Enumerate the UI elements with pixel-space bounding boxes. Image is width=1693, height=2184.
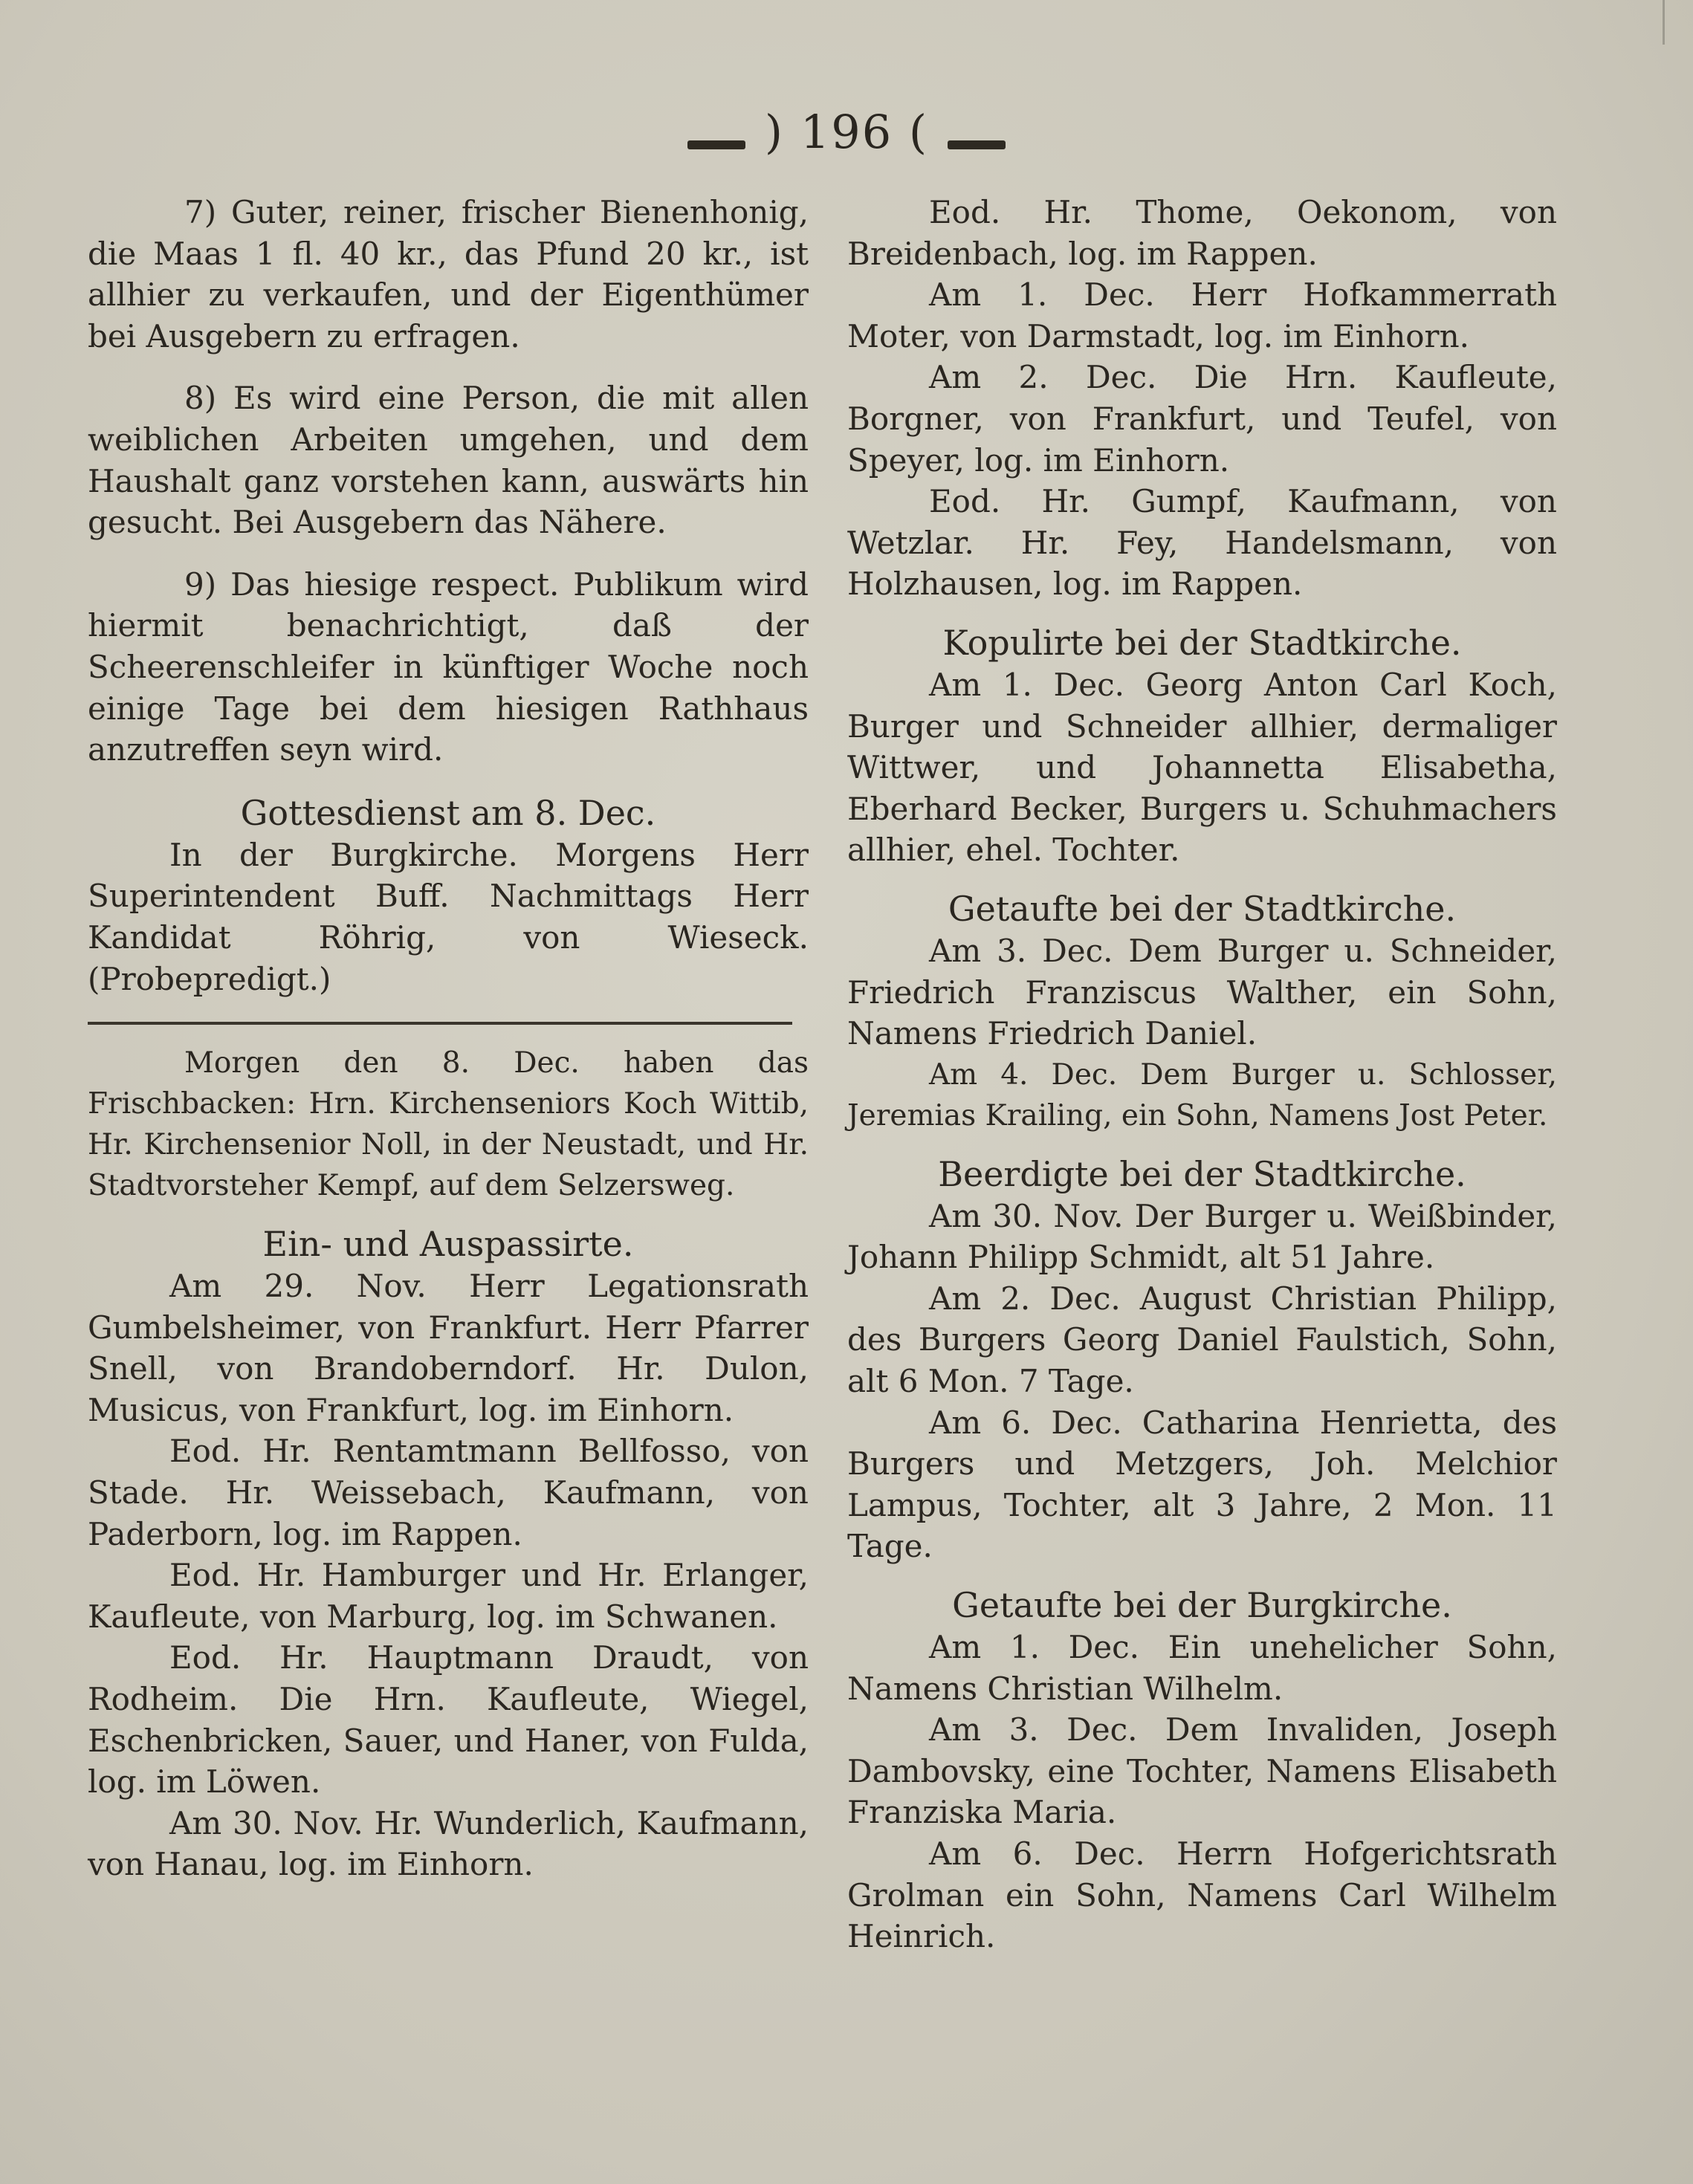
right-column — [847, 192, 1557, 1957]
left-column — [88, 192, 809, 1885]
gottesdienst-text: In der Burgkirche. Morgens Herr Superintendent Buff. Nachmittags Herr Kandidat Röhrig, von Wieseck. (Probepredigt.) — [88, 836, 809, 997]
passirte-entry: Eod. Hr. Hauptmann Draudt, von Rodheim. Die Hrn. Kaufleute, Wiegel, Eschenbricken, Sauer, und Haner, von Fulda, log. im Löwen. — [88, 1639, 809, 1801]
passirte-entry: Eod. Hr. Thome, Oekonom, von Breidenbach, log. im Rappen. — [847, 194, 1557, 272]
ad-7-honey: 7) Guter, reiner, frischer Bienenhonig, die Maas 1 fl. 40 kr., das Pfund 20 kr., ist allhier zu verkaufen, und der Eigenthümer bei Ausgebern zu erfragen. — [88, 194, 809, 354]
getaufte-stadtkirche-heading: Getaufte bei der Stadtkirche. — [948, 888, 1457, 929]
kopulirte-entry: Am 1. Dec. Georg Anton Carl Koch, Burger und Schneider allhier, dermaliger Wittwer, und Johannetta Elisabetha, Eberhard Becker, Burgers u. Schuhmachers allhier, ehel. Tochter. — [847, 666, 1557, 869]
passirte-entry: Eod. Hr. Gumpf, Kaufmann, von Wetzlar. Hr. Fey, Handelsmann, von Holzhausen, log. im Rappen. — [847, 483, 1557, 603]
passirte-entry: Am 30. Nov. Hr. Wunderlich, Kaufmann, von Hanau, log. im Einhorn. — [88, 1804, 809, 1883]
page-edge-mark — [1663, 0, 1665, 45]
kopulirte-heading: Kopulirte bei der Stadtkirche. — [942, 622, 1462, 663]
burial-entry: Am 2. Dec. August Christian Philipp, des Burgers Georg Daniel Faulstich, Sohn, alt 6 Mon. 7 Tage. — [847, 1280, 1557, 1400]
header-left-rule — [687, 140, 745, 149]
ad-9-scissor-grinder: 9) Das hiesige respect. Publikum wird hiermit benachrichtigt, daß der Scheerenschleifer in künftiger Woche noch einige Tage bei dem hiesigen Rathhaus anzutreffen seyn wird. — [88, 566, 809, 768]
passirte-entry: Am 29. Nov. Herr Legationsrath Gumbelsheimer, von Frankfurt. Herr Pfarrer Snell, von Brandoberndorf. Hr. Dulon, Musicus, von Frankfurt, log. im Einhorn. — [88, 1268, 809, 1428]
passirte-entry: Eod. Hr. Hamburger und Hr. Erlanger, Kaufleute, von Marburg, log. im Schwanen. — [88, 1557, 809, 1635]
baptism-entry: Am 4. Dec. Dem Burger u. Schlosser, Jeremias Krailing, ein Sohn, Namens Jost Peter. — [847, 1057, 1557, 1132]
baptism-entry: Am 3. Dec. Dem Burger u. Schneider, Friedrich Franziscus Walther, ein Sohn, Namens Friedrich Daniel. — [847, 932, 1557, 1052]
page-header — [0, 103, 1693, 162]
header-right-rule — [948, 140, 1006, 149]
section-divider — [88, 1022, 792, 1025]
gottesdienst-heading: Gottesdienst am 8. Dec. — [240, 792, 656, 833]
getaufte-burgkirche-heading: Getaufte bei der Burgkirche. — [952, 1585, 1452, 1626]
ein-auspassirte-heading: Ein- und Auspassirte. — [262, 1224, 634, 1265]
page-number: ) 196 ( — [764, 105, 929, 159]
frischbacken-notice: Morgen den 8. Dec. haben das Frischbacken: Hrn. Kirchenseniors Koch Wittib, Hr. Kirchensenior Noll, in der Neustadt, und Hr. Stadtvorsteher Kempf, auf dem Selzersweg. — [88, 1046, 809, 1203]
baptism-entry: Am 1. Dec. Ein unehelicher Sohn, Namens Christian Wilhelm. — [847, 1629, 1557, 1707]
ad-8-housekeeper: 8) Es wird eine Person, die mit allen weiblichen Arbeiten umgehen, und dem Haushalt ganz vorstehen kann, auswärts hin gesucht. Bei Ausgebern das Nähere. — [88, 380, 809, 541]
passirte-entry: Am 1. Dec. Herr Hofkammerrath Moter, von Darmstadt, log. im Einhorn. — [847, 276, 1557, 354]
burial-entry: Am 6. Dec. Catharina Henrietta, des Burgers und Metzgers, Joh. Melchior Lampus, Tochter, alt 3 Jahre, 2 Mon. 11 Tage. — [847, 1404, 1557, 1565]
baptism-entry: Am 3. Dec. Dem Invaliden, Joseph Dambovsky, eine Tochter, Namens Elisabeth Franziska Maria. — [847, 1711, 1557, 1831]
baptism-entry: Am 6. Dec. Herrn Hofgerichtsrath Grolman ein Sohn, Namens Carl Wilhelm Heinrich. — [847, 1835, 1557, 1955]
burial-entry: Am 30. Nov. Der Burger u. Weißbinder, Johann Philipp Schmidt, alt 51 Jahre. — [847, 1197, 1557, 1276]
beerdigte-heading: Beerdigte bei der Stadtkirche. — [938, 1153, 1466, 1194]
passirte-entry: Eod. Hr. Rentamtmann Bellfosso, von Stade. Hr. Weissebach, Kaufmann, von Paderborn, log. im Rappen. — [88, 1433, 809, 1552]
passirte-entry: Am 2. Dec. Die Hrn. Kaufleute, Borgner, von Frankfurt, und Teufel, von Speyer, log. im Einhorn. — [847, 359, 1557, 479]
